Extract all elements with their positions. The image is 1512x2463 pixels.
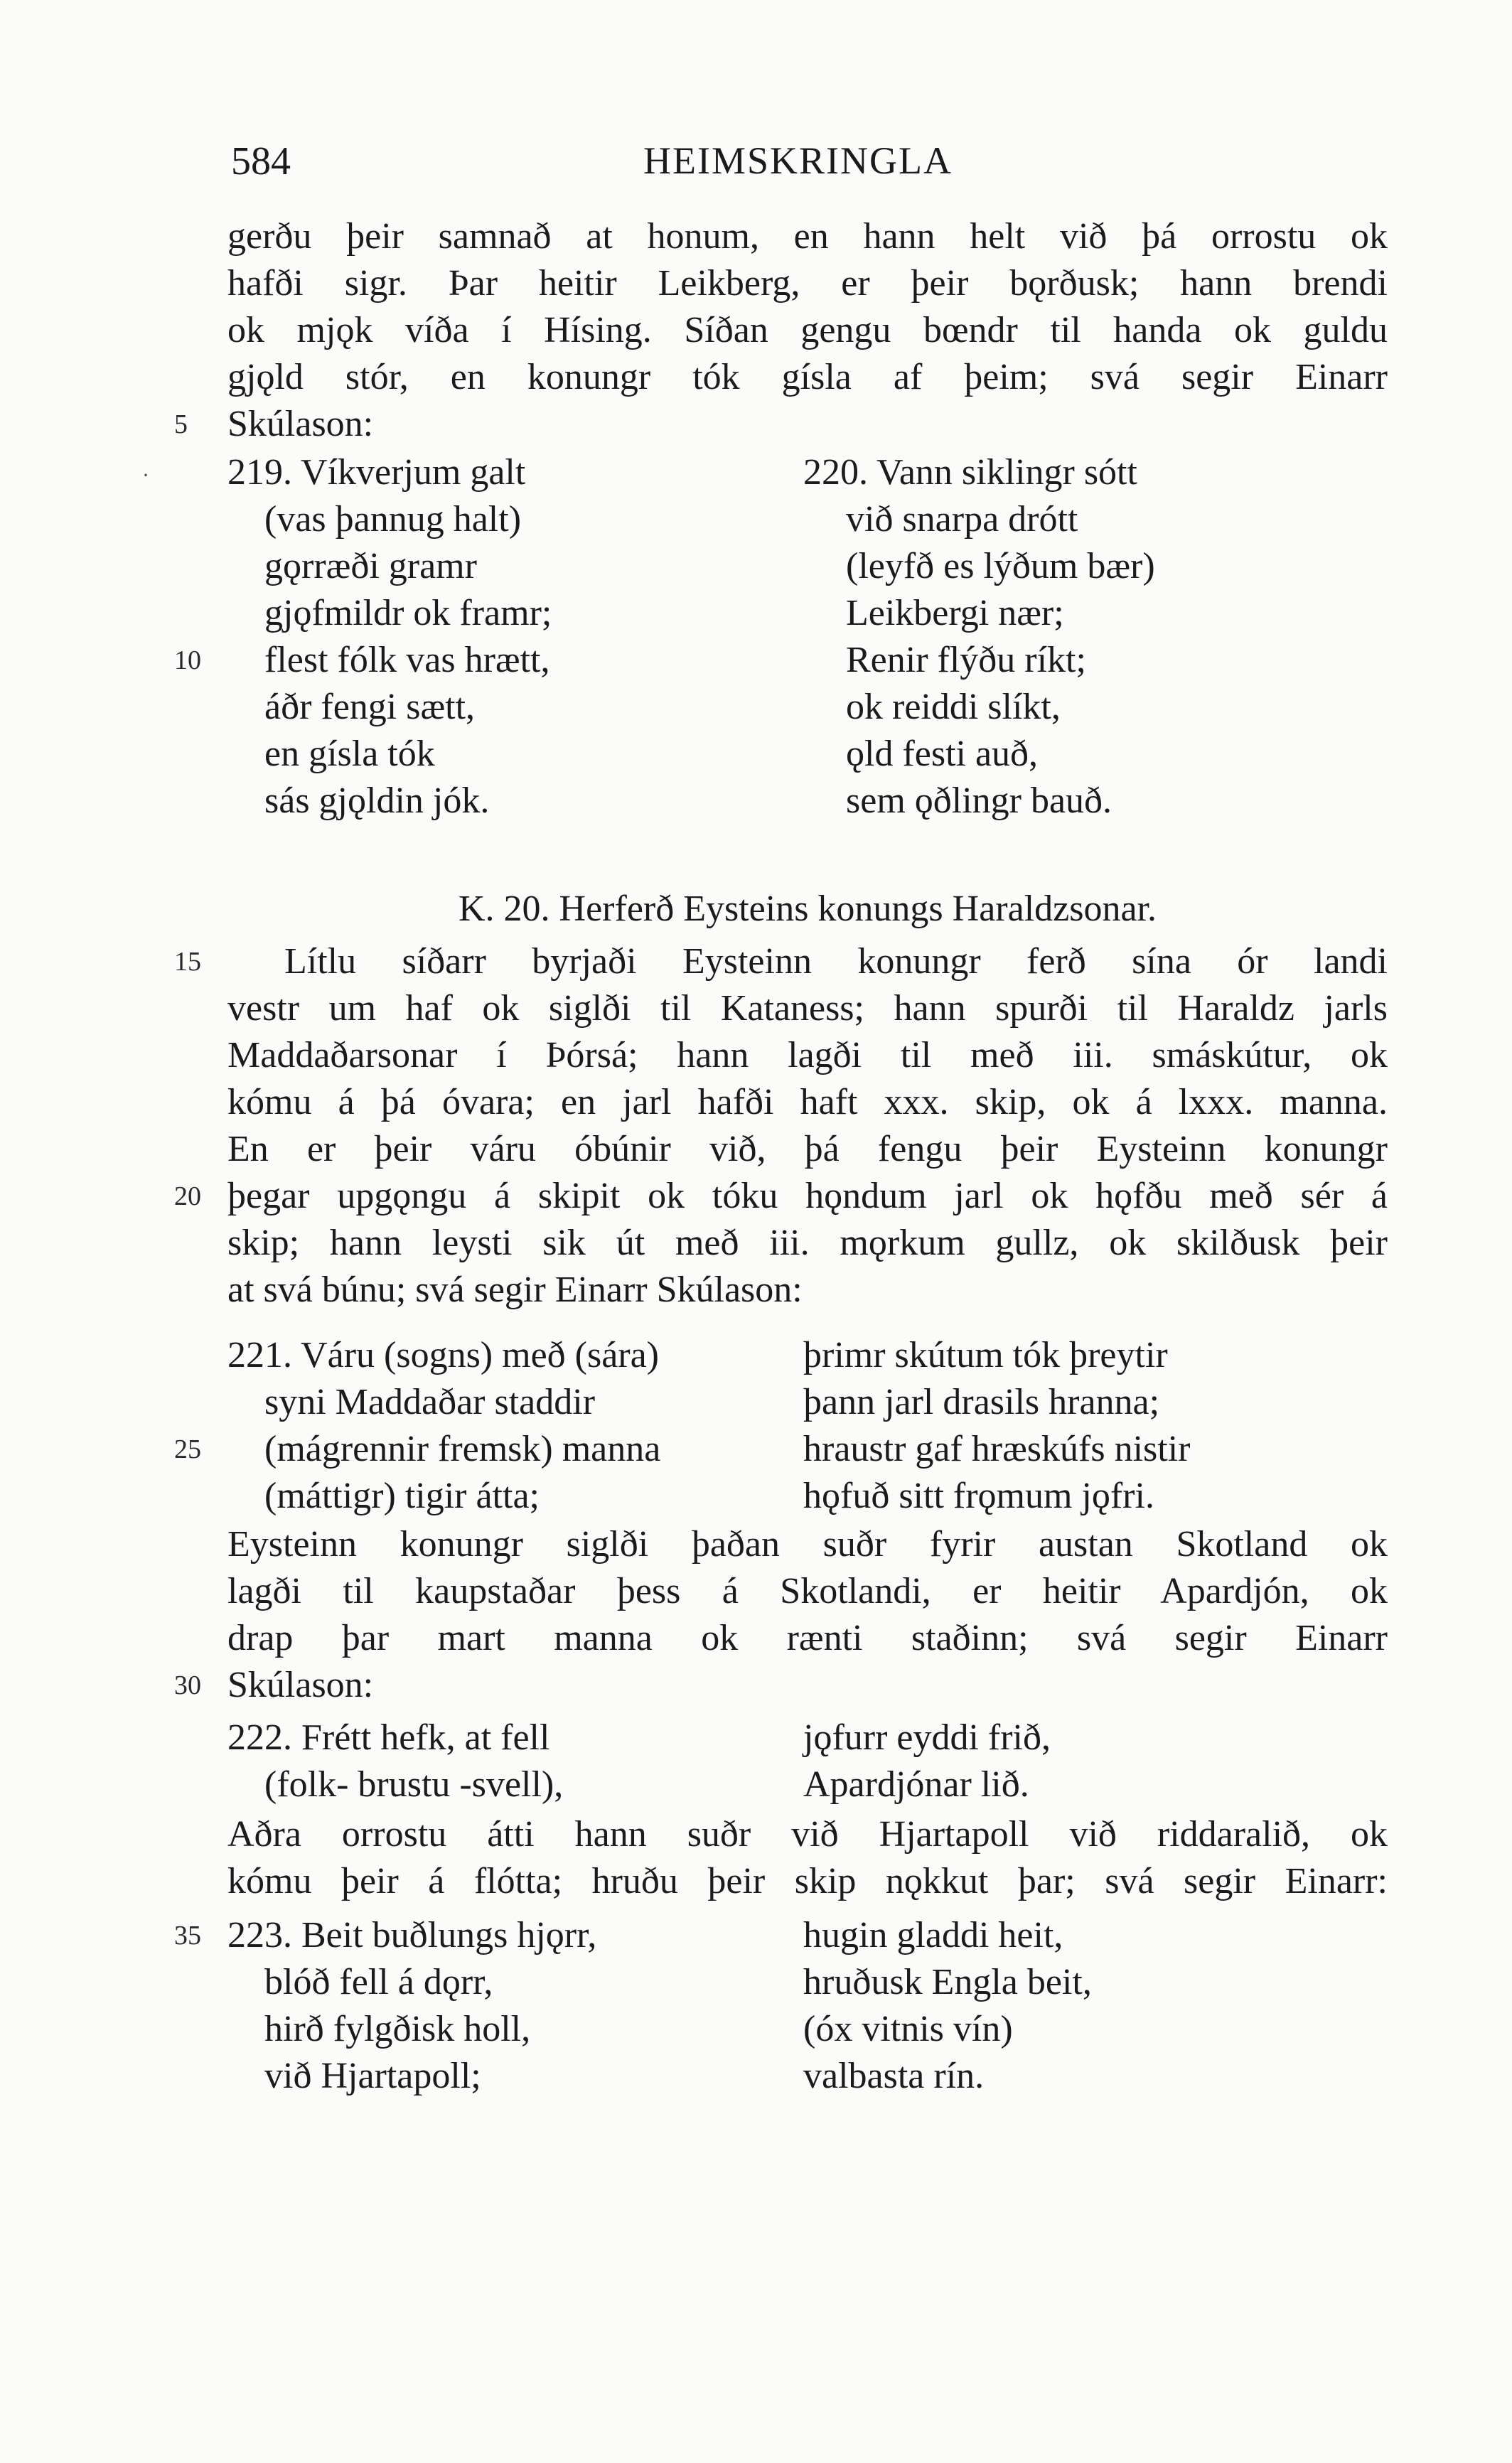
verse-line: (vas þannug halt) <box>264 499 522 540</box>
text-line: þegar upgǫngu á skipit ok tóku hǫndum jarl ok hǫfðu með sér á <box>227 1176 1388 1216</box>
text-line: Eysteinn konungr siglði þaðan suðr fyrir austan Skotland ok <box>227 1524 1388 1565</box>
verse-line: þann jarl drasils hranna; <box>803 1382 1160 1422</box>
text-line: Skúlason: <box>227 1665 374 1705</box>
verse-line: jǫfurr eyddi frið, <box>803 1717 1051 1758</box>
verse-line: (mágrennir fremsk) manna <box>264 1429 661 1469</box>
verse-line: flest fólk vas hrætt, <box>264 640 550 680</box>
line-number: 20 <box>174 1181 201 1211</box>
text-line: Lítlu síðarr byrjaði Eysteinn konungr ferð sína ór landi <box>284 941 1388 982</box>
verse-line: (leyfð es lýðum bær) <box>846 546 1155 586</box>
verse-line: áðr fengi sætt, <box>264 687 476 727</box>
line-number: 35 <box>174 1921 201 1950</box>
verse-line: 221. Váru (sogns) með (sára) <box>227 1335 659 1375</box>
verse-line: hugin gladdi heit, <box>803 1915 1063 1955</box>
verse-line: gjǫfmildr ok framr; <box>264 593 552 633</box>
verse-line: sem ǫðlingr bauð. <box>846 780 1112 821</box>
verse-line: blóð fell á dǫrr, <box>264 1962 493 2002</box>
verse-line: (folk- brustu -svell), <box>264 1764 564 1805</box>
text-line: drap þar mart manna ok rænti staðinn; svá segir Einarr <box>227 1618 1388 1658</box>
text-line: Aðra orrostu átti hann suðr við Hjartapoll við riddaralið, ok <box>227 1814 1388 1855</box>
text-line: vestr um haf ok siglði til Kataness; hann spurði til Haraldz jarls <box>227 988 1388 1029</box>
chapter-heading: K. 20. Herferð Eysteins konungs Haraldzsonar. <box>459 889 1157 929</box>
verse-line: 219. Víkverjum galt <box>227 452 526 493</box>
verse-line: við snarpa drótt <box>846 499 1078 540</box>
running-title: HEIMSKRINGLA <box>643 139 953 182</box>
verse-line: hǫfuð sitt frǫmum jǫfri. <box>803 1476 1154 1516</box>
verse-line: Apardjónar lið. <box>803 1764 1029 1805</box>
line-number: 10 <box>174 645 201 675</box>
running-header <box>0 139 1512 195</box>
verse-line: Renir flýðu ríkt; <box>846 640 1086 680</box>
verse-line: við Hjartapoll; <box>264 2056 481 2096</box>
verse-line: (óx vitnis vín) <box>803 2009 1013 2049</box>
verse-line: sás gjǫldin jók. <box>264 780 490 821</box>
verse-line: hruðusk Engla beit, <box>803 1962 1092 2002</box>
verse-line: en gísla tók <box>264 734 435 774</box>
text-line: gjǫld stór, en konungr tók gísla af þeim; svá segir Einarr <box>227 357 1388 397</box>
verse-line: gǫrræði gramr <box>264 546 477 586</box>
verse-line: ok reiddi slíkt, <box>846 687 1061 727</box>
text-line: kómu þeir á flótta; hruðu þeir skip nǫkkut þar; svá segir Einarr: <box>227 1861 1388 1901</box>
text-line: Skúlason: <box>227 404 374 444</box>
verse-line: 223. Beit buðlungs hjǫrr, <box>227 1915 597 1955</box>
text-line: kómu á þá óvara; en jarl hafði haft xxx. skip, ok á lxxx. manna. <box>227 1082 1388 1122</box>
verse-line: 220. Vann siklingr sótt <box>803 452 1137 493</box>
text-line: ok mjǫk víða í Hísing. Síðan gengu bœndr til handa ok guldu <box>227 310 1388 350</box>
verse-line: ǫld festi auð, <box>846 734 1039 774</box>
verse-line: 222. Frétt hefk, at fell <box>227 1717 550 1758</box>
line-number: 30 <box>174 1670 201 1700</box>
page-number: 584 <box>231 139 291 183</box>
line-number: 15 <box>174 947 201 977</box>
verse-line: (máttigr) tigir átta; <box>264 1476 540 1516</box>
text-line: hafði sigr. Þar heitir Leikberg, er þeir bǫrðusk; hann brendi <box>227 263 1388 304</box>
verse-line: þrimr skútum tók þreytir <box>803 1335 1168 1375</box>
text-line: En er þeir váru óbúnir við, þá fengu þeir Eysteinn konungr <box>227 1129 1388 1169</box>
verse-line: syni Maddaðar staddir <box>264 1382 596 1422</box>
verse-line: hraustr gaf hræskúfs nistir <box>803 1429 1191 1469</box>
text-line: skip; hann leysti sik út með iii. mǫrkum gullz, ok skilðusk þeir <box>227 1223 1388 1263</box>
verse-line: hirð fylgðisk holl, <box>264 2009 531 2049</box>
text-line: at svá búnu; svá segir Einarr Skúlason: <box>227 1270 803 1310</box>
line-number: 5 <box>174 409 188 439</box>
verse-line: Leikbergi nær; <box>846 593 1064 633</box>
text-line: Maddaðarsonar í Þórsá; hann lagði til með iii. smáskútur, ok <box>227 1035 1388 1075</box>
verse-line: valbasta rín. <box>803 2056 985 2096</box>
margin-mark: · <box>142 463 149 487</box>
text-line: lagði til kaupstaðar þess á Skotlandi, er heitir Apardjón, ok <box>227 1571 1388 1611</box>
line-number: 25 <box>174 1434 201 1464</box>
text-line: gerðu þeir samnað at honum, en hann helt við þá orrostu ok <box>227 216 1388 257</box>
